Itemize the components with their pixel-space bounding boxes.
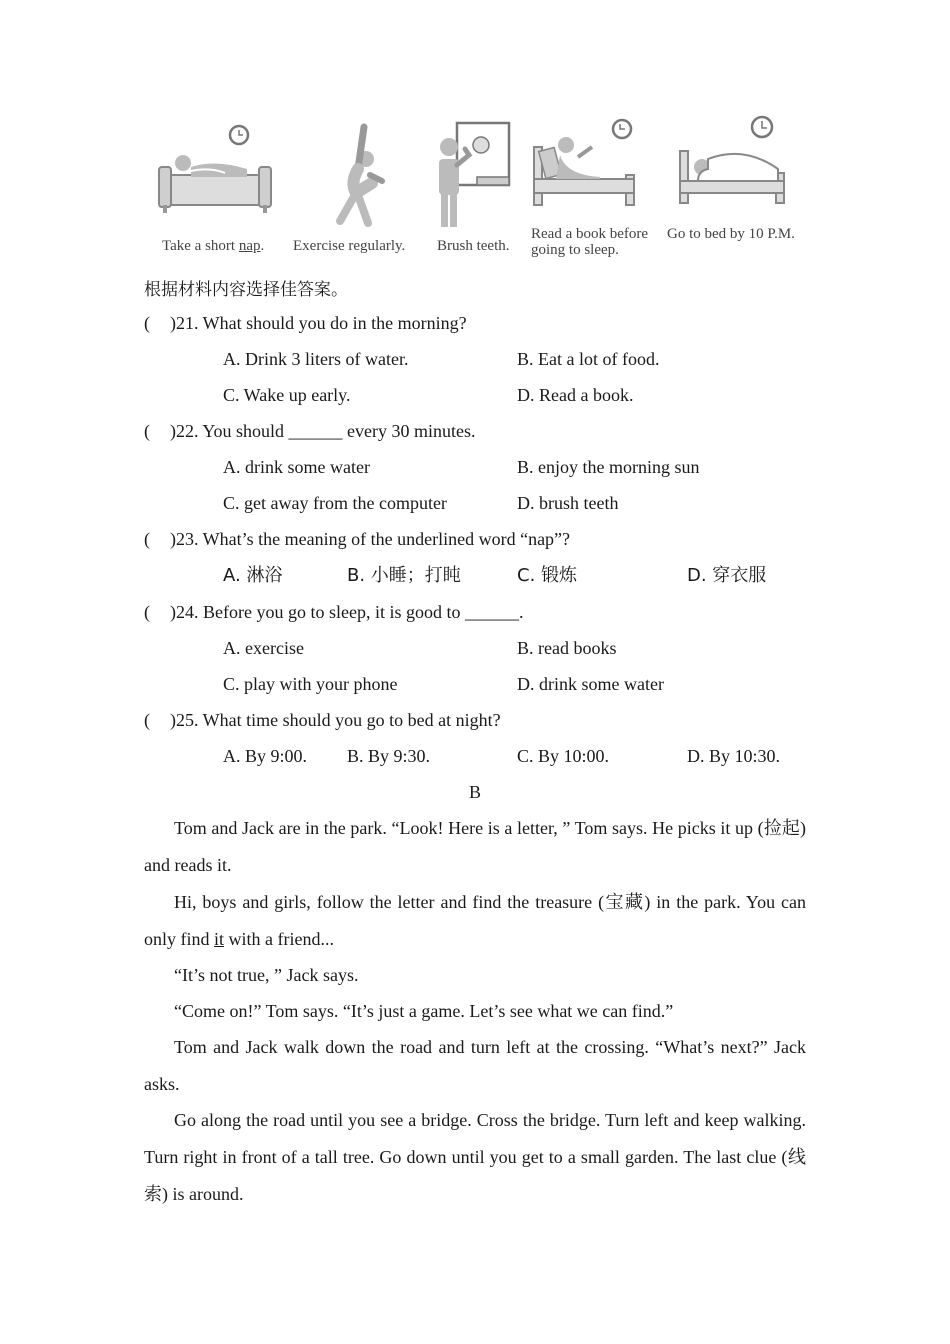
option-23-b[interactable]: B. 小睡；打盹 <box>347 565 461 586</box>
answer-paren: ( <box>144 602 150 622</box>
caption-read-line1: Read a book before <box>531 226 649 242</box>
option-25-b[interactable]: B. By 9:30. <box>347 746 431 766</box>
caption-read-line2: going to sleep. <box>531 242 619 258</box>
nap-picture <box>155 123 275 218</box>
option-22-a[interactable]: A. drink some water <box>223 457 370 477</box>
exercise-illustration <box>320 123 390 228</box>
caption-nap-text: Take a short <box>162 238 239 254</box>
nap-underlined-word: nap <box>238 238 261 254</box>
option-24-b[interactable]: B. read books <box>517 638 617 658</box>
answer-paren: ( <box>144 313 150 333</box>
question-22 <box>144 420 476 442</box>
option-23-d[interactable]: D. 穿衣服 <box>687 565 767 586</box>
passage-paragraph-2 <box>144 884 806 958</box>
option-25-c[interactable]: C. By 10:00. <box>517 746 610 766</box>
paragraph-5-text: Tom and Jack walk down the road and turn left at the crossing. “What’s next?” Jack asks. <box>144 1037 806 1094</box>
option-21-c[interactable]: C. Wake up early. <box>223 385 351 405</box>
exercise-picture <box>320 123 390 228</box>
brush-teeth-illustration <box>435 121 513 229</box>
nap-illustration <box>155 123 275 218</box>
caption-nap <box>162 238 264 254</box>
option-23-c[interactable]: C. 锻炼 <box>517 565 578 586</box>
question-25 <box>144 709 501 731</box>
question-stem: )21. What should you do in the morning? <box>170 313 467 333</box>
paragraph-6-text: Go along the road until you see a bridge. Cross the bridge. Turn left and keep walking. Turn right in front of a tall tree. Go down until you get to a small garden. The last clue (线索) is around. <box>144 1110 806 1204</box>
question-stem: )23. What’s the meaning of the underlined word “nap”? <box>170 529 571 549</box>
bed-picture <box>678 115 788 207</box>
question-stem: )24. Before you go to sleep, it is good to ______. <box>170 602 524 622</box>
passage-paragraph-4 <box>144 993 806 1030</box>
option-23-a[interactable]: A. 淋浴 <box>223 565 283 586</box>
passage-paragraph-5 <box>144 1029 806 1103</box>
instruction: 根据材料内容选择佳答案。 <box>144 280 348 300</box>
option-25-a[interactable]: A. By 9:00. <box>223 746 308 766</box>
passage-paragraph-6 <box>144 1102 806 1213</box>
option-24-d[interactable]: D. drink some water <box>517 674 664 694</box>
option-24-c[interactable]: C. play with your phone <box>223 674 398 694</box>
paragraph-2-end: with a friend... <box>224 929 334 949</box>
caption-bed: Go to bed by 10 P.M. <box>667 226 795 242</box>
option-21-d[interactable]: D. Read a book. <box>517 385 634 405</box>
section-label: B <box>469 782 482 802</box>
paragraph-3-text: “It’s not true, ” Jack says. <box>174 965 359 985</box>
question-24 <box>144 601 523 623</box>
option-21-b[interactable]: B. Eat a lot of food. <box>517 349 660 369</box>
answer-paren: ( <box>144 529 150 549</box>
option-21-a[interactable]: A. Drink 3 liters of water. <box>223 349 409 369</box>
option-22-b[interactable]: B. enjoy the morning sun <box>517 457 700 477</box>
option-22-d[interactable]: D. brush teeth <box>517 493 619 513</box>
passage-paragraph-1 <box>144 810 806 884</box>
paragraph-4-text: “Come on!” Tom says. “It’s just a game. Let’s see what we can find.” <box>174 1001 674 1021</box>
passage-paragraph-3 <box>144 957 806 994</box>
caption-brush: Brush teeth. <box>437 238 510 254</box>
read-book-illustration <box>530 117 640 209</box>
paragraph-2-text: Hi, boys and girls, follow the letter and find the treasure (宝藏) in the park. You can only find <box>144 892 806 949</box>
option-25-d[interactable]: D. By 10:30. <box>687 746 781 766</box>
question-23 <box>144 528 570 550</box>
read-book-picture <box>530 117 640 209</box>
answer-paren: ( <box>144 710 150 730</box>
answer-paren: ( <box>144 421 150 441</box>
question-stem: )25. What time should you go to bed at night? <box>170 710 501 730</box>
caption-exercise: Exercise regularly. <box>293 238 406 254</box>
question-stem: )22. You should ______ every 30 minutes. <box>170 421 476 441</box>
bed-illustration <box>678 115 788 207</box>
paragraph-1-text: Tom and Jack are in the park. “Look! Here is a letter, ” Tom says. He picks it up (捡起) and reads it. <box>144 818 806 875</box>
underlined-word-it: it <box>214 929 225 949</box>
option-22-c[interactable]: C. get away from the computer <box>223 493 447 513</box>
caption-nap-period: . <box>260 238 265 254</box>
brush-teeth-picture <box>435 121 513 229</box>
option-24-a[interactable]: A. exercise <box>223 638 304 658</box>
question-21 <box>144 312 467 334</box>
